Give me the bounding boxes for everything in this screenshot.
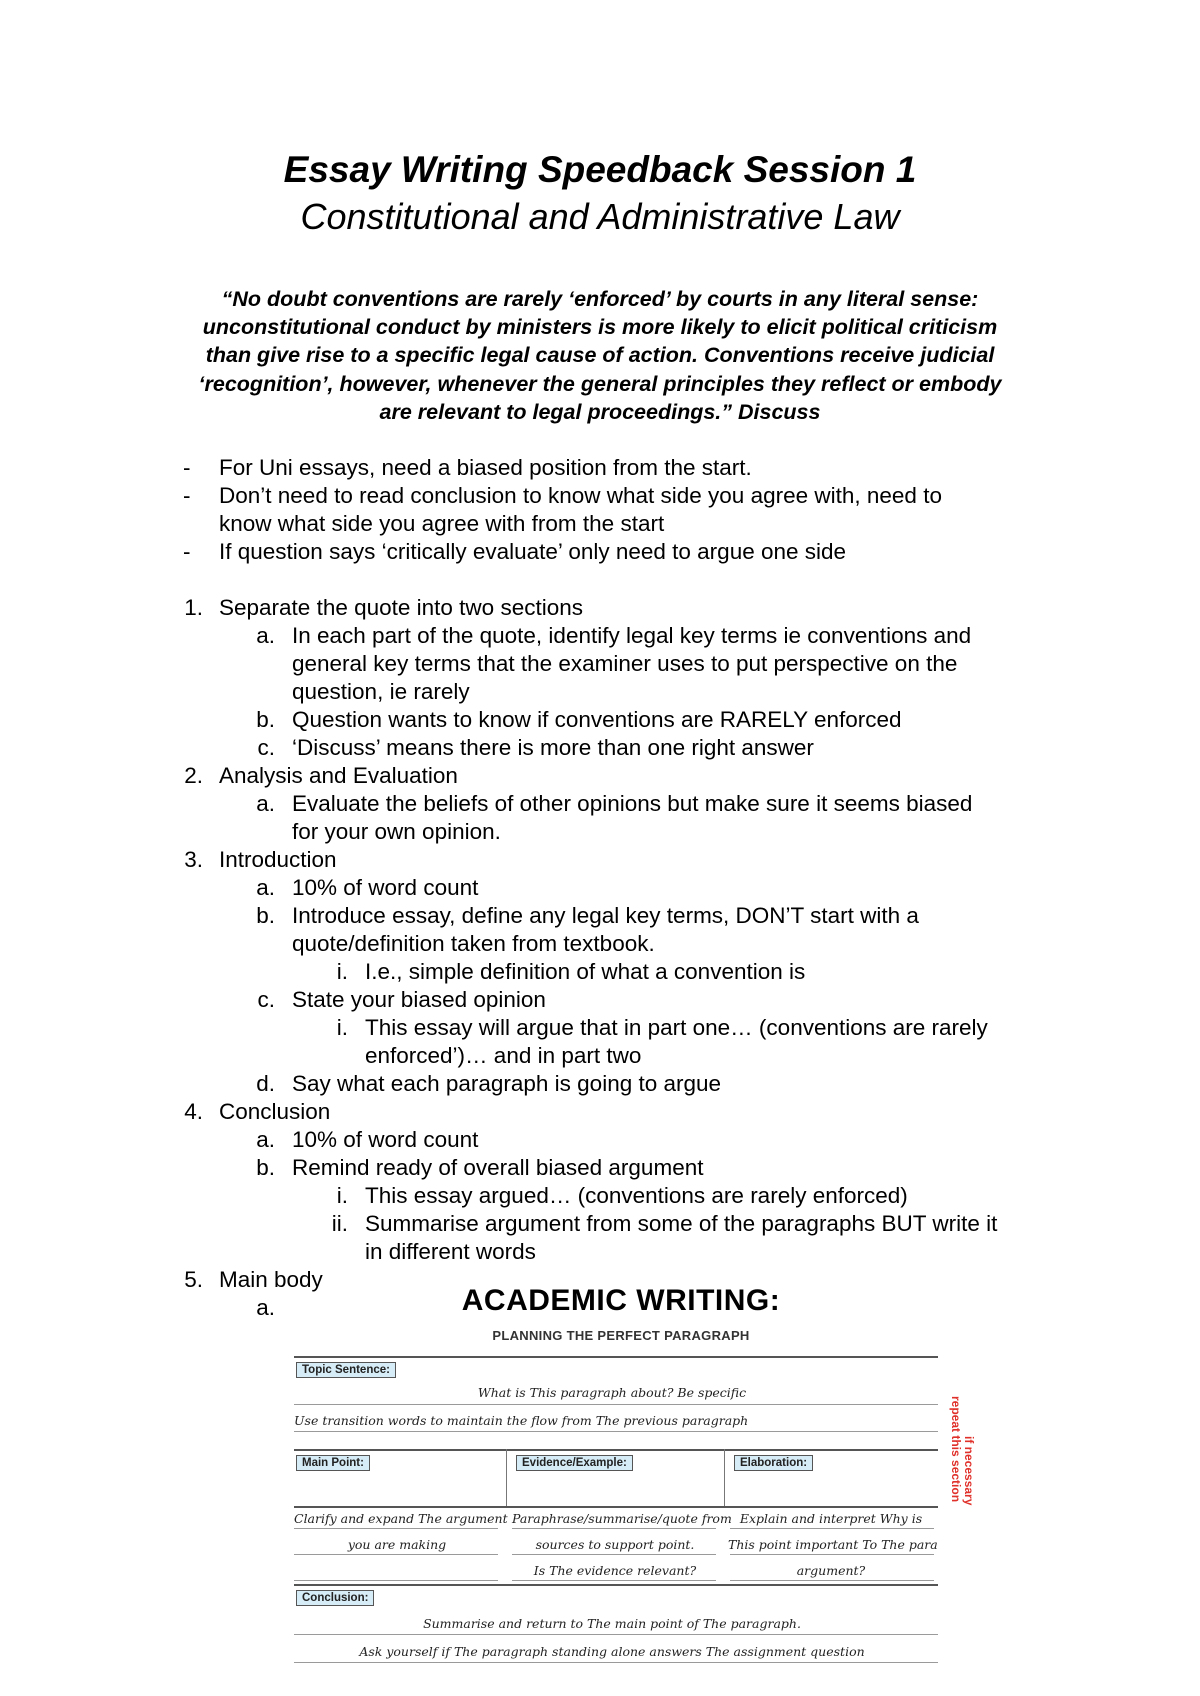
list-item: Conclusion xyxy=(219,1099,331,1124)
essay-question-line: ‘recognition’, however, whenever the general principles they reflect or embody xyxy=(198,371,1002,396)
list-item: in different words xyxy=(365,1239,536,1264)
topic-hand-2: Use transition words to maintain the flow from The previous paragraph xyxy=(294,1413,749,1428)
writing-line xyxy=(512,1528,716,1529)
list-item: Say what each paragraph is going to argue xyxy=(292,1071,722,1096)
list-marker: 3. xyxy=(184,847,203,872)
divider xyxy=(294,1449,938,1451)
list-marker: 1. xyxy=(184,595,203,620)
divider xyxy=(294,1584,938,1586)
list-marker: 5. xyxy=(184,1267,203,1292)
divider xyxy=(294,1506,938,1508)
list-item: general key terms that the examiner uses to put perspective on the xyxy=(292,651,958,676)
list-item: Separate the quote into two sections xyxy=(219,595,583,620)
list-item: Analysis and Evaluation xyxy=(219,763,458,788)
dash-bullet: - xyxy=(183,539,191,564)
list-marker: ii. xyxy=(331,1211,348,1236)
bullet-text: For Uni essays, need a biased position from the start. xyxy=(219,455,752,480)
elaboration-hand-3: argument? xyxy=(796,1563,866,1578)
bullet-text: Don’t need to read conclusion to know what side you agree with, need to xyxy=(219,483,942,508)
list-item: 10% of word count xyxy=(292,1127,479,1152)
list-marker: b. xyxy=(256,707,275,732)
list-marker: 4. xyxy=(184,1099,203,1124)
writing-line xyxy=(730,1528,934,1529)
main-hand-1: Clarify and expand The argument xyxy=(294,1511,508,1526)
main-hand-2: you are making xyxy=(347,1537,447,1552)
list-marker: 2. xyxy=(184,763,203,788)
elaboration-hand-1: Explain and interpret Why is xyxy=(739,1511,923,1526)
essay-question-line: “No doubt conventions are rarely ‘enforced’ by courts in any literal sense: xyxy=(221,287,979,311)
writing-line xyxy=(294,1634,938,1635)
bullet-text: If question says ‘critically evaluate’ only need to argue one side xyxy=(219,539,847,564)
writing-line xyxy=(294,1662,938,1663)
list-marker: b. xyxy=(256,1155,275,1180)
writing-line xyxy=(294,1431,938,1432)
writing-line xyxy=(512,1580,716,1581)
evidence-label: Evidence/Example: xyxy=(516,1455,633,1471)
list-item: Summarise argument from some of the paragraphs BUT write it xyxy=(365,1211,998,1236)
list-marker: i. xyxy=(336,1015,348,1040)
list-item: Introduction xyxy=(219,847,337,872)
conclusion-label: Conclusion: xyxy=(296,1590,374,1606)
list-marker: c. xyxy=(257,987,275,1012)
list-marker: b. xyxy=(256,903,275,928)
dash-bullet: - xyxy=(183,455,191,480)
list-marker: d. xyxy=(256,1071,275,1096)
repeat-note-line-2: if necessary xyxy=(962,1436,976,1506)
repeat-note-line-1: repeat this section xyxy=(949,1396,963,1503)
topic-sentence-label: Topic Sentence: xyxy=(296,1362,396,1378)
list-item: enforced’)… and in part two xyxy=(365,1043,642,1068)
list-marker: c. xyxy=(257,735,275,760)
essay-question-line: than give rise to a specific legal cause of action. Conventions receive judicial xyxy=(205,343,995,368)
dash-bullet: - xyxy=(183,483,191,508)
evidence-hand-1: Paraphrase/summarise/quote from xyxy=(512,1511,732,1526)
list-item: This essay argued… (conventions are rarely enforced) xyxy=(365,1183,908,1208)
list-marker: a. xyxy=(256,623,275,648)
writing-line xyxy=(512,1554,716,1555)
main-point-label: Main Point: xyxy=(296,1455,370,1471)
list-marker: a. xyxy=(256,791,275,816)
column-divider xyxy=(724,1449,725,1507)
figure-subtitle: PLANNING THE PERFECT PARAGRAPH xyxy=(492,1328,750,1343)
writing-line xyxy=(294,1404,938,1405)
page-title: Essay Writing Speedback Session 1 xyxy=(283,149,917,190)
list-item: Remind ready of overall biased argument xyxy=(292,1155,704,1180)
writing-line xyxy=(730,1554,934,1555)
essay-question-line: unconstitutional conduct by ministers is more likely to elicit political criticism xyxy=(202,315,998,340)
conclusion-hand-2: Ask yourself if The paragraph standing alone answers The assignment question xyxy=(359,1644,865,1659)
list-item: State your biased opinion xyxy=(292,987,546,1012)
essay-question-line: are relevant to legal proceedings.” Discuss xyxy=(379,399,821,424)
topic-hand-1: What is This paragraph about? Be specific xyxy=(477,1385,747,1400)
list-item: for your own opinion. xyxy=(292,819,501,844)
list-item: This essay will argue that in part one… (conventions are rarely xyxy=(365,1015,988,1040)
writing-line xyxy=(294,1528,498,1529)
list-item: Introduce essay, define any legal key terms, DON’T start with a xyxy=(292,903,919,928)
list-item: Evaluate the beliefs of other opinions but make sure it seems biased xyxy=(292,791,973,816)
elaboration-label: Elaboration: xyxy=(734,1455,813,1471)
list-item: In each part of the quote, identify legal key terms ie conventions and xyxy=(292,623,972,648)
conclusion-hand-1: Summarise and return to The main point of The paragraph. xyxy=(423,1616,801,1631)
paragraph-planning-figure xyxy=(292,1284,976,1684)
writing-line xyxy=(730,1580,934,1581)
evidence-hand-2: sources to support point. xyxy=(535,1537,695,1552)
writing-line xyxy=(294,1580,498,1581)
figure-title: ACADEMIC WRITING: xyxy=(461,1284,781,1317)
list-item: I.e., simple definition of what a convention is xyxy=(365,959,806,984)
essay-question xyxy=(130,285,1070,426)
repeat-note xyxy=(946,1396,976,1546)
list-item: 10% of word count xyxy=(292,875,479,900)
list-marker: a. xyxy=(256,1295,275,1320)
bullet-text: know what side you agree with from the start xyxy=(219,511,665,536)
list-item: question, ie rarely xyxy=(292,679,470,704)
list-item: quote/definition taken from textbook. xyxy=(292,931,655,956)
list-marker: i. xyxy=(336,959,348,984)
list-item: Question wants to know if conventions are RARELY enforced xyxy=(292,707,902,732)
list-item: Main body xyxy=(219,1267,323,1292)
divider xyxy=(294,1356,938,1358)
list-marker: i. xyxy=(336,1183,348,1208)
list-item: ‘Discuss’ means there is more than one right answer xyxy=(292,735,814,760)
column-divider xyxy=(506,1449,507,1507)
elaboration-hand-2: This point important To The para xyxy=(728,1537,938,1552)
list-marker: a. xyxy=(256,875,275,900)
evidence-hand-3: Is The evidence relevant? xyxy=(533,1563,697,1578)
list-marker: a. xyxy=(256,1127,275,1152)
writing-line xyxy=(294,1554,498,1555)
page-subtitle: Constitutional and Administrative Law xyxy=(300,196,900,237)
